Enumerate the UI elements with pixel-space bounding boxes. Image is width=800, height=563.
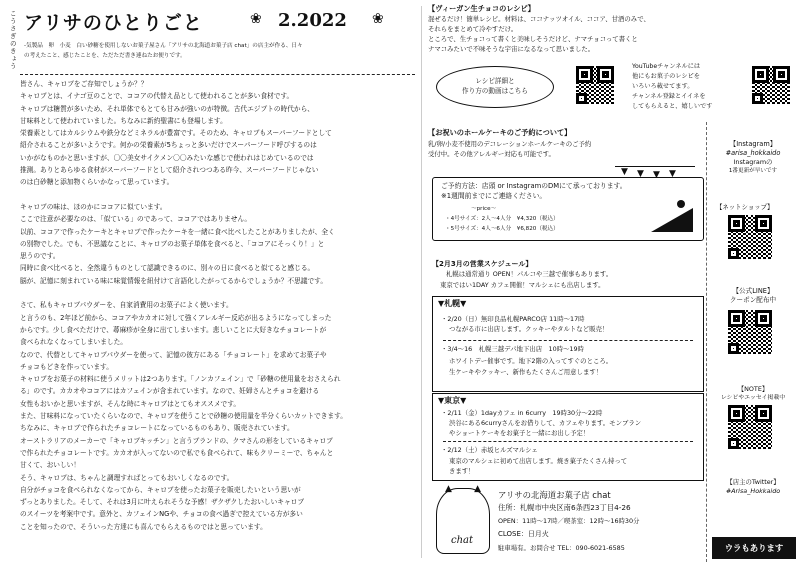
flower-icon: ❀ (250, 11, 262, 27)
article-line: からです。少し食べただけで、蕁麻疹が全身に出てしまいます。悲しいことに大好きなチョコレートが (20, 325, 327, 334)
vegan-recipe-heading: 【ヴィーガン生チョコのレシピ】 (428, 4, 535, 13)
youtube-qr-icon[interactable] (752, 66, 790, 104)
divider (20, 74, 415, 75)
shop-address: 住所：札幌市中央区南6条西23丁目4-26 (498, 503, 631, 512)
cake-reserve-box: ご予約方法：店頭 or InstagramのDMにて承っております。 ※1週間前までにご連絡ください。 ～price～ ・4号サイズ：2人～4人分 ¥4,320（税込） ・5号サイズ：4人～6人分 ¥6,820（税込） (432, 177, 704, 241)
article-line: また、甘味料になっていたくらいなので、キャロブを使うことで砂糖の使用量を半分くらいカットできます。 (20, 412, 347, 421)
vegan-recipe-line: 混ぜるだけ！簡単レシピ。材料は、ココナッツオイル、ココア、甘酒のみで、 (428, 15, 650, 23)
footer-badge: ウラもあります (712, 537, 796, 559)
tokyo-box: ▼東京▼ ・2/11（金）1dayカフェ in 6curry 19時30分～22時 渋谷にある6curryさんをお借りして、カフェやります。モンブラン やショートケーキをお菓子と一緒にお出し予定！ ・2/12（土）赤坂ヒルズマルシェ 東京のマルシェに初めて出店します。焼き菓子たくさん持って きます！ (432, 393, 704, 481)
page-title: アリサのひとりごと (24, 12, 203, 34)
article-line: 栄養素としてはカルシウムや鉄分などミネラルが豊富です。そのため、キャロブもスーパーフードとして (20, 129, 332, 138)
article-line: ずっとありました。そして、それは3月に叶えられそうな予感！ザクザクしたおいしいキャロブ (20, 498, 305, 507)
article-line: 同時に食べ比べると、全然違うものとして認識できるのに、別々の日に食べると似てると感じる。 (20, 264, 315, 273)
note-block: 【NOTE】 レシピやエッセイ掲載中 (720, 385, 786, 401)
garland-decoration: ▼ ▼ ▼ ▼ (615, 166, 695, 182)
vertical-label: こうさぎのきょう (8, 10, 17, 70)
article-line: 推測。ありとあらゆる食材がスーパーフードとして紹介されつつある昨今、スーパーフードじゃない (20, 166, 319, 175)
line-block: 【公式LINE】 クーポン配布中 (729, 287, 777, 304)
article-line: ことを知ったので、そういった方達にも喜んでもらえるものではと思っています。 (20, 522, 267, 531)
schedule-intro: 東京ではい1DAY カフェ開催！マルシェにも出店します。 (440, 281, 605, 289)
article-line: 甘くて、おいしい！ (20, 461, 81, 470)
cake-line: 乳/卵/小麦不使用のデコレーションホールケーキのご予約 (428, 140, 592, 148)
article-line: のは白砂糖と添加物くらいかなって思っています。 (20, 178, 174, 187)
vegan-recipe-line: ところで、生チョコって書くと美味しそうだけど、ナマチョコって書くと (428, 35, 638, 43)
article-line: キャロブの味は、ほのかにココアに似ています。 (20, 202, 167, 211)
article-line: そう、キャロブは、ちゃんと調理すればとってもおいしくなるのです。 (20, 473, 234, 482)
article-line: 食べられなくなってしまいました。 (20, 338, 127, 347)
article-line: さて、私もキャロブパウダーを、自家消費用のお菓子によく使います。 (20, 301, 233, 310)
article-line: 紹介されることが多いようです。何かの栄養素が5ちょっと多いだけでスーパーフード呼びするのは (20, 141, 317, 150)
article-line: 自分がチョコを食べられなくなってから、キャロブを使ったお菓子を販売したいという思いが (20, 485, 301, 494)
article-line: キャロブをお菓子の材料に使うメリットは2つあります。「ノンカフェイン」で「砂糖の使用量をおさえられ (20, 375, 341, 384)
shop-name: アリサの北海道お菓子店 chat (498, 490, 611, 500)
intro-line-2: の考えたこと、感じたことを、ただただ書き連ねたお便りです。 (24, 53, 186, 59)
cake-slice-icon (651, 204, 693, 232)
cat-logo: ▲ ▲ chat (436, 488, 490, 554)
cake-heading: 【お祝いのホールケーキのご予約について】 (428, 128, 572, 137)
intro-line-1: -気製品 卵 小麦 白い砂糖を使用しないお菓子屋さん「アリサの北海道お菓子店 chat」の店主が作る、日々 (24, 43, 303, 49)
twitter-block: 【店主のTwitter】 #Arisa_Hokkaido (725, 478, 781, 495)
divider-vertical (421, 6, 422, 558)
flower-icon: ❀ (372, 11, 384, 27)
article-line: 女性もおいかと思いますが、そんな時にキャロブはとてもオススメです。 (20, 399, 241, 408)
article-line: キャロブは糖質が多いため、それ単体でもとても甘みが強いのが特徴。古代エジプトの時代から、 (20, 104, 314, 113)
article-body (20, 78, 420, 533)
article-line: オーストラリアのメーカーで「キャロブキッチン」と言うブランドの、クマさんの形をしているキャロブ (20, 436, 333, 445)
line-qr-icon[interactable] (728, 310, 772, 354)
article-line (20, 189, 420, 201)
shop-close: CLOSE：日月火 (498, 530, 549, 538)
netshop-label: 【ネットショップ】 (716, 203, 774, 211)
right-column-divider (706, 122, 707, 562)
article-line: なので、代替としてキャロブパウダーを使って、記憶の彼方にある「チョコレート」を求めてお菓子や (20, 350, 327, 359)
article-line: ここで注意が必要なのは、「似ている」のであって、ココアではありません。 (20, 215, 252, 224)
note-qr-icon[interactable] (728, 405, 772, 449)
article-line: 脳が、記憶に刻まれている味に味覚情報を紐付けて言語化したがってるからでしょうか？不思議です。 (20, 276, 328, 285)
article-line: ちなみに、キャロブで作られたチョコレートになっているものもあり、販売されています。 (20, 424, 294, 433)
cake-line: 受付中。その他アレルギー対応も可能です。 (428, 150, 555, 158)
shop-parking: 駐車場有。お問合せ TEL：090-6021-6585 (498, 544, 625, 552)
issue-date: 2.2022 (278, 10, 347, 31)
article-line: の別物でした。でも、不思議なことに、キャロブのお菓子単体を食べると、「ココアにそっくり！」と (20, 239, 325, 248)
sapporo-box: ▼札幌▼ ・2/20（日）無印良品札幌PARCO店 11時～17時 つながる市に出店します。クッキーやタルトなど販売！ ・3/4～16 札幌三越デパ地下出店 10時～19時 ホワイトデー催事です。地下2階の入ってすぐのところ。 生ケーキやクッキー、新作もたくさんご用意します！ (432, 296, 704, 392)
youtube-text: YouTubeチャンネルには 他にもお菓子のレシピを いろいろ載せてます。 チャンネル登録とイイネを してもらえると、嬉しいです (632, 63, 713, 110)
article-line: 皆さん、キャロブをご存知でしょうか？？ (20, 80, 148, 88)
article-line: のスイーツを考案中です。意外と、カフェインNGや、チョコの食べ過ぎで控えている方が多い (20, 510, 303, 519)
article-line: キャロブとは、イナゴ豆のことで、ココアの代替え品として使われることが多い食材です。 (20, 92, 294, 101)
article-line: いかがなものかと思いますが、〇〇美女サイクメン〇〇みたいな感じで使われはじめているのでは (20, 153, 314, 162)
article-line (20, 287, 420, 299)
netshop-qr-icon[interactable] (728, 215, 772, 259)
article-line: で作られたチョコレートです。カカオが入ってないので私でも食べられて、味もクリーミーで、ちゃんと (20, 448, 334, 457)
vegan-recipe-line: ナマコみたいで不味そうな宇宙になるなって思いました。 (428, 45, 595, 53)
article-line: 思うのです。 (20, 252, 60, 261)
article-line: 甘味料として使われていました。ちなみに新約聖書にも登場します。 (20, 116, 227, 125)
recipe-bubble: レシピ詳細と 作り方の動画はこちら (436, 66, 554, 108)
vegan-recipe-line: それらをまとめて冷やすだけ。 (428, 25, 518, 33)
article-line: と言うのも、2年ほど前から、ココアやカカオに対して強くアレルギー反応が出るようになってしまった (20, 313, 332, 322)
schedule-intro: 札幌は通常通り OPEN！パルコや三越で催事もあります。 (446, 270, 613, 278)
article-line: チョコもどきを作っています。 (20, 362, 113, 371)
schedule-heading: 【2月3月の営業スケジュール】 (432, 260, 533, 268)
article-line: る」のです。カカオやココアにはカフェインが含まれています。なので、妊婦さんとチョコを避ける (20, 387, 320, 396)
article-line: 以前、ココアで作ったケーキとキャロブで作ったケーキを一緒に食べ比べしたことがありましたが、全く (20, 227, 335, 236)
shop-open: OPEN：11時～17時／喫茶室：12時～16時30分 (498, 517, 640, 525)
instagram-block: 【Instagram】 #arisa_hokkaido Instagramの 1番更新が早いです (725, 140, 781, 174)
recipe-video-qr-icon[interactable] (576, 66, 614, 104)
